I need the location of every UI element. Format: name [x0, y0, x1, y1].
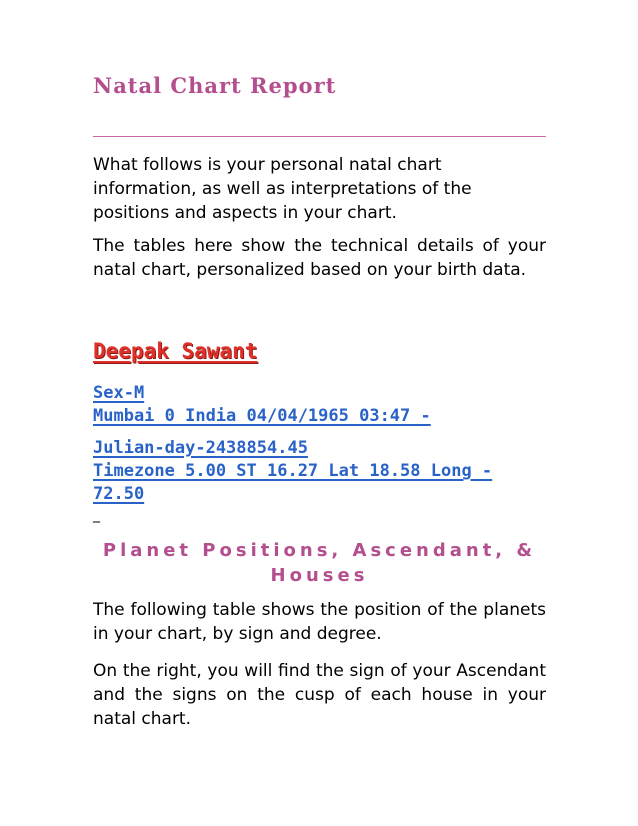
julian-day-line: Julian-day-2438854.45: [93, 438, 308, 458]
longitude-line: 72.50: [93, 484, 145, 504]
report-title: Natal Chart Report: [93, 73, 337, 98]
title-divider: [93, 136, 546, 137]
intro-paragraph-1: What follows is your personal natal chart information, as well as interpretations of the positions and aspects in your chart.: [93, 155, 472, 223]
section-heading-line-1: Planet Positions, Ascendant, &: [102, 540, 537, 561]
birth-info-block-1: [93, 382, 546, 428]
section-paragraph-1: The following table shows the position of the planets in your chart, by sign and degree.: [93, 600, 546, 644]
person-name: Deepak Sawant: [93, 339, 258, 363]
place-date-line: Mumbai 0 India 04/04/1965 03:47 -: [93, 406, 431, 426]
section-paragraph-2: On the right, you will find the sign of your Ascendant and the signs on the cusp of each house in your natal chart.: [93, 661, 546, 729]
intro-paragraph-2: The tables here show the technical details of your natal chart, personalized based on your birth data.: [93, 236, 546, 280]
section-heading-line-2: Houses: [270, 565, 369, 586]
timezone-line: Timezone 5.00 ST 16.27 Lat 18.58 Long -: [93, 461, 493, 481]
sex-line: Sex-M: [93, 383, 145, 403]
birth-info-block-2: [93, 437, 546, 506]
separator-mark: _: [93, 507, 100, 523]
section-heading: [93, 538, 546, 588]
